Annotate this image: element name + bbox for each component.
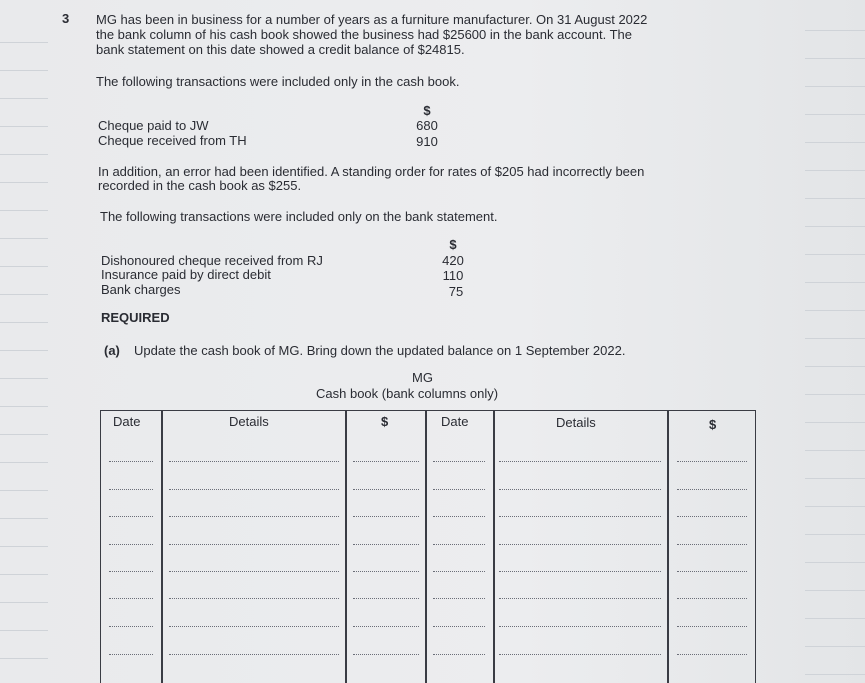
part-a-text: Update the cash book of MG. Bring down the updated balance on 1 September 2022. xyxy=(134,343,626,358)
answer-line[interactable] xyxy=(677,544,747,545)
intro-line-3: bank statement on this date showed a credit balance of $24815. xyxy=(96,42,465,57)
bank-item-amount: 110 xyxy=(442,268,464,283)
answer-line[interactable] xyxy=(433,571,485,572)
answer-line[interactable] xyxy=(499,598,661,599)
answer-line[interactable] xyxy=(433,626,485,627)
answer-line[interactable] xyxy=(109,544,153,545)
bank-item-label: Dishonoured cheque received from RJ xyxy=(101,253,323,268)
answer-line[interactable] xyxy=(433,544,485,545)
answer-line[interactable] xyxy=(433,598,485,599)
answer-line[interactable] xyxy=(499,489,661,490)
bank-item-amount: 75 xyxy=(448,284,464,299)
answer-line[interactable] xyxy=(433,516,485,517)
required-label: REQUIRED xyxy=(101,310,170,325)
answer-line[interactable] xyxy=(109,461,153,462)
header-details-credit: Details xyxy=(556,415,596,430)
answer-line[interactable] xyxy=(109,598,153,599)
answer-line[interactable] xyxy=(169,626,339,627)
answer-line[interactable] xyxy=(433,654,485,655)
answer-line[interactable] xyxy=(169,516,339,517)
answer-line[interactable] xyxy=(353,516,419,517)
table-subtitle: Cash book (bank columns only) xyxy=(316,386,499,401)
right-margin-rules xyxy=(805,0,865,683)
header-date-credit: Date xyxy=(441,414,469,429)
bank-currency: $ xyxy=(449,237,457,252)
answer-line[interactable] xyxy=(109,489,153,490)
answer-line[interactable] xyxy=(353,654,419,655)
answer-line[interactable] xyxy=(677,598,747,599)
intro-line-2: the bank column of his cash book showed the business had $25600 in the bank account. The xyxy=(96,27,633,42)
answer-line[interactable] xyxy=(499,571,661,572)
answer-line[interactable] xyxy=(169,598,339,599)
intro-line-1: MG has been in business for a number of years as a furniture manufacturer. On 31 August 2022 xyxy=(96,12,648,27)
header-amount-debit: $ xyxy=(381,414,389,429)
bank-item-label: Bank charges xyxy=(101,282,181,297)
cash-book-table xyxy=(100,410,756,683)
error-note-line-2: recorded in the cash book as $255. xyxy=(98,178,302,193)
question-number: 3 xyxy=(62,11,70,26)
cashbook-item-label: Cheque paid to JW xyxy=(98,118,209,133)
left-margin-rules xyxy=(0,0,48,683)
error-note-line-1: In addition, an error had been identified. A standing order for rates of $205 had incorrectly been xyxy=(98,164,645,179)
answer-line[interactable] xyxy=(677,461,747,462)
answer-line[interactable] xyxy=(499,461,661,462)
table-title: MG xyxy=(412,370,433,385)
answer-line[interactable] xyxy=(499,626,661,627)
bank-item-label: Insurance paid by direct debit xyxy=(101,267,271,282)
bank-only-heading: The following transactions were included only on the bank statement. xyxy=(100,209,498,224)
answer-line[interactable] xyxy=(353,598,419,599)
answer-line[interactable] xyxy=(353,626,419,627)
answer-line[interactable] xyxy=(433,461,485,462)
answer-line[interactable] xyxy=(433,489,485,490)
answer-line[interactable] xyxy=(499,544,661,545)
header-date-debit: Date xyxy=(113,414,141,429)
answer-line[interactable] xyxy=(677,489,747,490)
answer-line[interactable] xyxy=(353,461,419,462)
answer-line[interactable] xyxy=(109,654,153,655)
answer-line[interactable] xyxy=(353,571,419,572)
header-details-debit: Details xyxy=(229,414,269,429)
cashbook-item-amount: 910 xyxy=(416,134,438,149)
cashbook-currency: $ xyxy=(423,103,431,118)
answer-line[interactable] xyxy=(169,654,339,655)
cashbook-item-amount: 680 xyxy=(416,118,438,133)
answer-line[interactable] xyxy=(677,571,747,572)
answer-line[interactable] xyxy=(169,489,339,490)
answer-line[interactable] xyxy=(109,571,153,572)
answer-line[interactable] xyxy=(169,571,339,572)
answer-line[interactable] xyxy=(353,544,419,545)
cashbook-only-heading: The following transactions were included only in the cash book. xyxy=(96,74,460,89)
part-a-label: (a) xyxy=(104,343,120,358)
answer-line[interactable] xyxy=(499,516,661,517)
answer-line[interactable] xyxy=(109,626,153,627)
answer-line[interactable] xyxy=(169,461,339,462)
answer-line[interactable] xyxy=(677,626,747,627)
bank-item-amount: 420 xyxy=(442,253,464,268)
answer-line[interactable] xyxy=(677,654,747,655)
cashbook-item-label: Cheque received from TH xyxy=(98,133,247,148)
answer-line[interactable] xyxy=(169,544,339,545)
answer-line[interactable] xyxy=(353,489,419,490)
answer-line[interactable] xyxy=(499,654,661,655)
header-amount-credit: $ xyxy=(709,417,717,432)
answer-line[interactable] xyxy=(109,516,153,517)
answer-line[interactable] xyxy=(677,516,747,517)
